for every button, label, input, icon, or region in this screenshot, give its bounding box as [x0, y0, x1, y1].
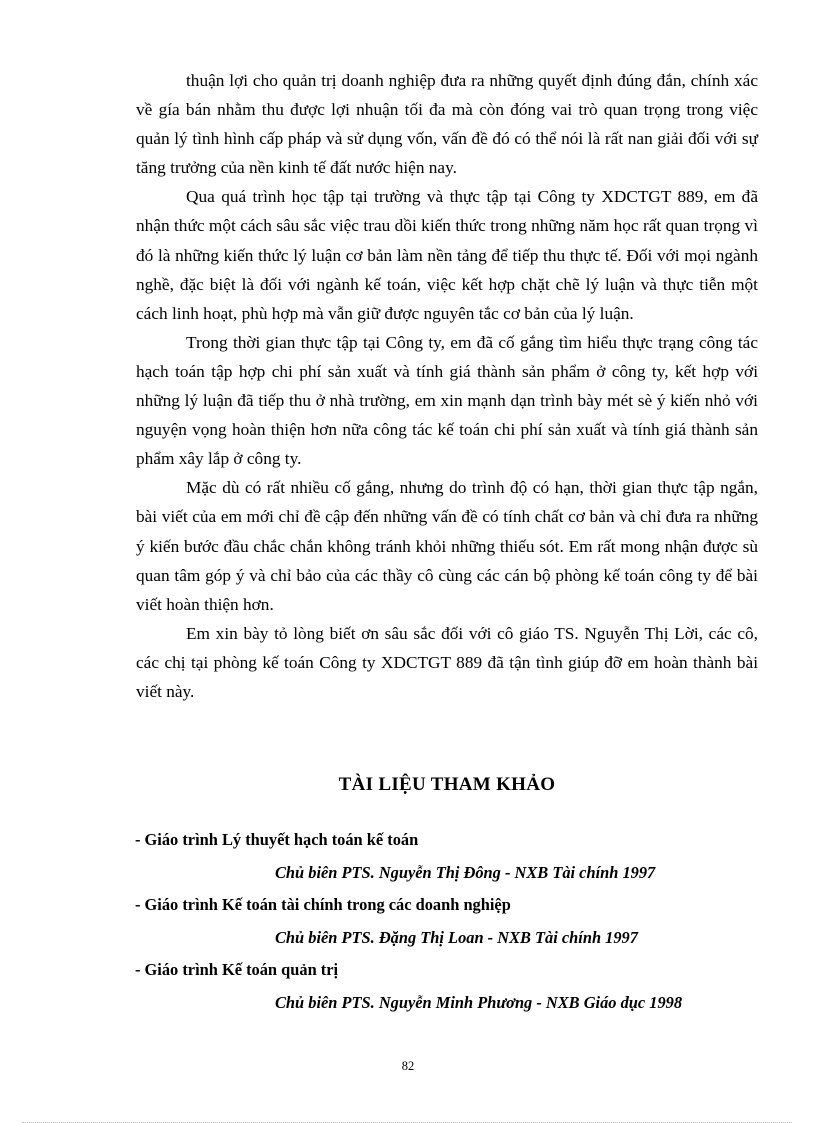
- body-text: [136, 66, 758, 706]
- reference-author: Chủ biên PTS. Nguyễn Minh Phương - NXB Giáo dục 1998: [275, 992, 683, 1012]
- reference-title: - Giáo trình Lý thuyết hạch toán kế toán: [135, 830, 419, 849]
- reference-item: [135, 889, 775, 954]
- references-heading: TÀI LIỆU THAM KHẢO: [338, 774, 556, 795]
- reference-item: [135, 954, 775, 1019]
- reference-title: - Giáo trình Kế toán tài chính trong các doanh nghiệp: [135, 895, 511, 914]
- reference-author: Chủ biên PTS. Đặng Thị Loan - NXB Tài chính 1997: [275, 927, 638, 947]
- paragraph-continuation: thuận lợi cho quản trị doanh nghiệp đưa ra những quyết định đúng đắn, chính xác về gía bán nhằm thu được lợi nhuận tối đa mà còn đóng vai trò quan trọng trong việc quản lý tình hình cấp pháp và sử dụng vốn, vấn đề đó có thể nói là rất nan giải đối với sự tăng trưởng của nền kinh tế đất nước hiện nay.: [136, 71, 758, 178]
- paragraph-thanks: Em xin bày tỏ lòng biết ơn sâu sắc đối với cô giáo TS. Nguyễn Thị Lời, các cô, các chị tại phòng kế toán Công ty XDCTGT 889 đã tận tình giúp đỡ em hoàn thành bài viết này.: [136, 623, 758, 701]
- paragraph-research: Trong thời gian thực tập tại Công ty, em đã cố gắng tìm hiểu thực trạng công tác hạch toán tập hợp chi phí sản xuất và tính giá thành sản phẩm ở công ty, kết hợp với những lý luận đã tiếp thu ở nhà trường, em xin mạnh dạn trình bày mét sè ý kiến nhỏ với nguyện vọng hoàn thiện hơn nữa công tác kế toán chi phí sản xuất và tính giá thành sản phẩm xây lắp ở công ty.: [136, 332, 758, 469]
- references-list: [135, 824, 775, 1019]
- reference-author: Chủ biên PTS. Nguyễn Thị Đông - NXB Tài chính 1997: [275, 862, 656, 882]
- reference-item: [135, 824, 775, 889]
- reference-title: - Giáo trình Kế toán quản trị: [135, 960, 339, 979]
- paragraph-internship: Qua quá trình học tập tại trường và thực tập tại Công ty XDCTGT 889, em đã nhận thức một cách sâu sắc việc trau dồi kiến thức trong những năm học rất quan trọng vì đó là những kiến thức lý luận cơ bản làm nền tảng để tiếp thu thực tế. Đối với mọi ngành nghề, đặc biệt là đối với ngành kế toán, việc kết hợp chặt chẽ lý luận và thực tiễn một cách linh hoạt, phù hợp mà vẫn giữ được nguyên tắc cơ bản của lý luận.: [136, 187, 758, 323]
- page-number: 82: [401, 1059, 415, 1073]
- paragraph-limitations: Mặc dù có rất nhiều cố gắng, nhưng do trình độ có hạn, thời gian thực tập ngắn, bài viết của em mới chỉ đề cập đến những vấn đề có tính chất cơ bản và chỉ đưa ra những ý kiến bước đầu chắc chắn không tránh khỏi những thiếu sót. Em rất mong nhận được sù quan tâm góp ý và chỉ bảo của các thầy cô cùng các cán bộ phòng kế toán công ty để bài viết hoàn thiện hơn.: [136, 478, 758, 614]
